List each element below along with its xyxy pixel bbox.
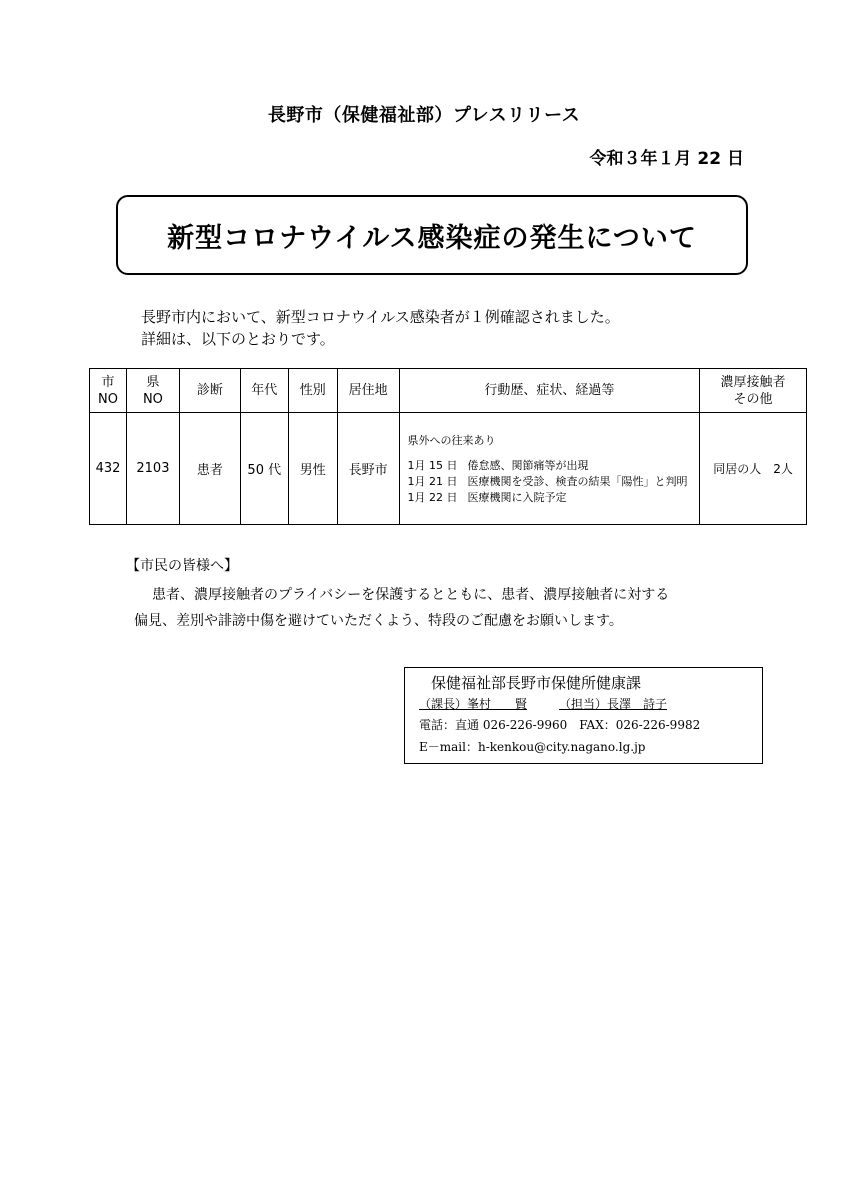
case-table — [89, 368, 807, 525]
cell-diagnosis: 患者 — [179, 413, 240, 525]
contact-box — [404, 667, 763, 764]
contact-phone: 電話：直通 026-226-9960 FAX：026-226-9982 — [419, 718, 701, 732]
cell-sex: 男性 — [288, 413, 337, 525]
col-header-city-no-line2: NO — [98, 391, 118, 407]
course-entry — [408, 474, 700, 490]
course-date: 1月 22 日 — [407, 490, 458, 504]
course-text: 医療機関を受診、検査の結果「陽性」と判明 — [467, 474, 688, 488]
course-entry — [408, 490, 700, 506]
col-header-pref-no — [126, 369, 179, 413]
cell-course — [399, 413, 700, 525]
table-header-row — [90, 369, 807, 413]
col-header-city-no-line1: 市 — [101, 374, 115, 390]
intro-text — [141, 306, 620, 350]
contact-department: 保健福祉部長野市保健所健康課 — [431, 674, 642, 692]
course-lead: 県外への往来あり — [407, 433, 496, 447]
course-text: 倦怠感、関節痛等が出現 — [467, 458, 589, 472]
notice-line-1: 患者、濃厚接触者のプライバシーを保護するとともに、患者、濃厚接触者に対する — [152, 587, 670, 603]
table-row — [90, 413, 807, 525]
notice-line-2: 偏見、差別や誹謗中傷を避けていただくよう、特段のご配慮をお願いします。 — [134, 613, 623, 629]
course-date: 1月 15 日 — [407, 458, 458, 472]
cell-city-no: 432 — [90, 413, 127, 525]
main-title-box — [116, 195, 748, 275]
cell-residence: 長野市 — [337, 413, 399, 525]
col-header-contacts-line2: その他 — [733, 391, 773, 407]
col-header-city-no — [90, 369, 127, 413]
notice-heading: 【市民の皆様へ】 — [126, 558, 238, 574]
contact-manager: （課長）峯村 賢 — [419, 697, 528, 711]
notice-body — [134, 582, 669, 634]
contact-staff — [419, 694, 762, 714]
col-header-age: 年代 — [240, 369, 288, 413]
col-header-contacts — [700, 369, 807, 413]
col-header-course: 行動歴、症状、経過等 — [399, 369, 700, 413]
main-title: 新型コロナウイルス感染症の発生について — [167, 222, 697, 254]
release-date: 令和３年１月 22 日 — [589, 149, 744, 169]
intro-line-2: 詳細は、以下のとおりです。 — [141, 330, 335, 348]
press-release-title: 長野市（保健福祉部）プレスリリース — [267, 105, 581, 126]
col-header-pref-no-line1: 県 — [146, 374, 160, 390]
cell-age: 50 代 — [240, 413, 288, 525]
col-header-sex: 性別 — [288, 369, 337, 413]
col-header-diagnosis: 診断 — [179, 369, 240, 413]
contact-person-in-charge: （担当）長澤 詩子 — [559, 697, 668, 711]
cell-contacts: 同居の人 2人 — [700, 413, 807, 525]
cell-pref-no: 2103 — [126, 413, 179, 525]
course-date: 1月 21 日 — [407, 474, 458, 488]
course-text: 医療機関に入院予定 — [467, 490, 567, 504]
col-header-contacts-line1: 濃厚接触者 — [720, 374, 786, 390]
col-header-pref-no-line2: NO — [142, 391, 163, 407]
course-entry — [408, 458, 700, 474]
contact-email: E－mail：h-kenkou@city.nagano.lg.jp — [419, 740, 646, 754]
col-header-residence: 居住地 — [337, 369, 399, 413]
intro-line-1: 長野市内において、新型コロナウイルス感染者が１例確認されました。 — [141, 308, 620, 326]
